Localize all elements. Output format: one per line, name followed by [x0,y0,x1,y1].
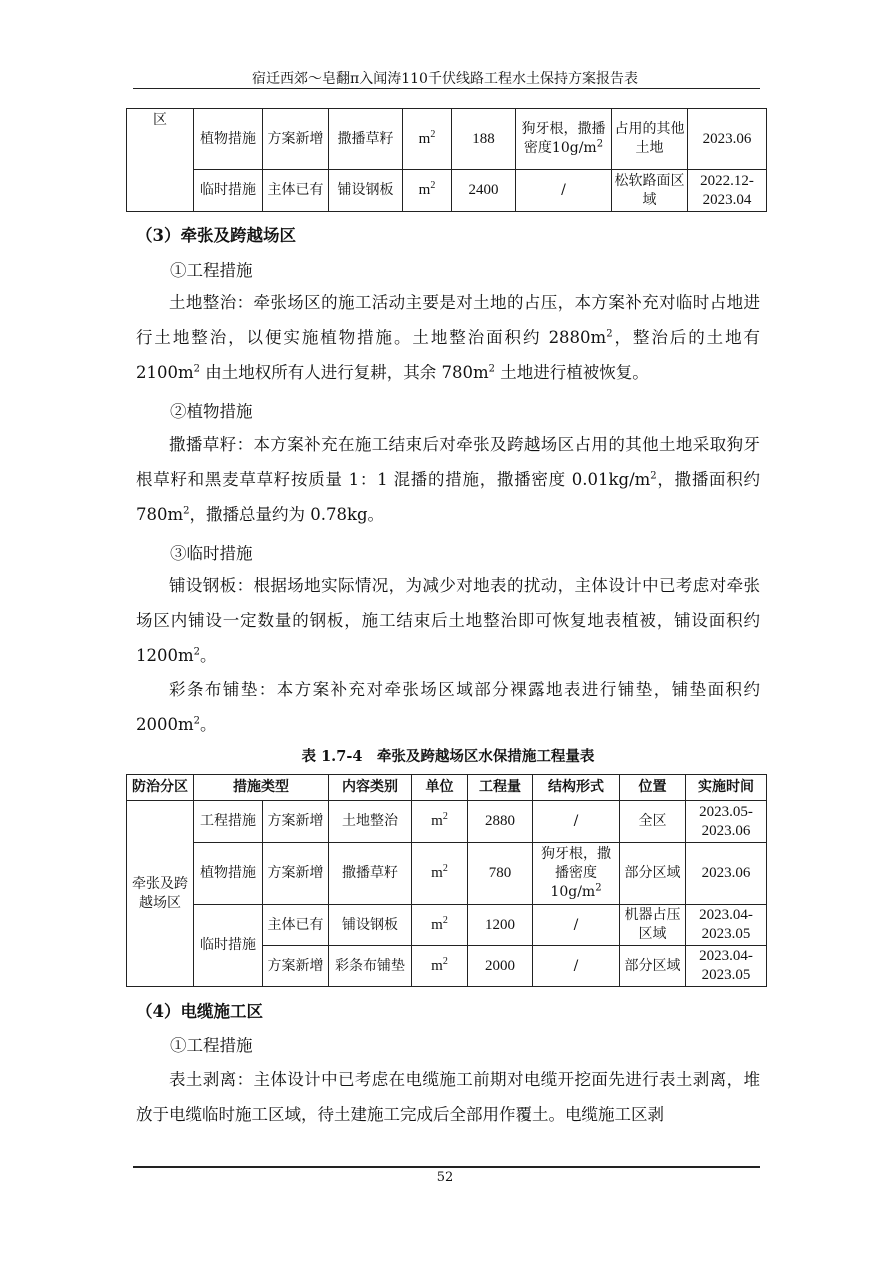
structure-cell: 狗牙根，撒播密度$10g/m^2$ [516,109,612,170]
source-cell: 方案新增 [263,946,329,987]
paragraph-steel-plates: 铺设钢板：根据场地实际情况，为减少对地表的扰动，主体设计中已考虑对牵张场区内铺设一定数量的钢板，施工结束后土地整治即可恢复地表植被，铺设面积约 $1200m^2$。 [136,576,760,665]
table-row [127,843,767,905]
content-cell: 铺设钢板 [329,905,412,946]
measures-table [126,774,767,987]
structure-cell: 狗牙根，撒播密度$10g/m^2$ [533,843,620,905]
table-row [127,170,767,212]
header-rule [133,88,760,89]
unit-cell: $m^2$ [412,801,468,843]
source-cell: 方案新增 [263,801,329,843]
structure-cell: / [533,946,620,987]
content-cell: 彩条布铺垫 [329,946,412,987]
footer-rule [133,1166,760,1168]
structure-cell: / [533,905,620,946]
paragraph-tarp: 彩条布铺垫：本方案补充对牵张场区域部分裸露地表进行铺垫，铺垫面积约 $2000m^2$。 [136,680,760,734]
content-cell: 撒播草籽 [329,109,403,170]
zone-cell: 牵张及跨越场区 [127,801,194,987]
source-cell: 主体已有 [263,170,329,212]
amount-cell: 780 [468,843,533,905]
header-unit: 单位 [412,775,468,801]
paragraph-land-treatment: 土地整治：牵张场区的施工活动主要是对土地的占压，本方案补充对临时占地进行土地整治，以便实施植物措施。土地整治面积约 $2880m^2$，整治后的土地有 $2100m^2$ 由土地权所有人进行复耕，其余 $780m^2$ 土地进行植被恢复。 [136,293,760,382]
table-caption: 表 1.7-4 牵张及跨越场区水保措施工程量表 [301,748,595,765]
time-cell: 2023.06 [688,109,767,170]
unit-cell: $m^2$ [412,946,468,987]
type-cell: 临时措施 [194,905,263,987]
header-zone: 防治分区 [127,775,194,801]
table-row [127,905,767,946]
header-location: 位置 [620,775,686,801]
header-time: 实施时间 [686,775,767,801]
location-cell: 部分区域 [620,946,686,987]
structure-cell: / [516,170,612,212]
source-cell: 主体已有 [263,905,329,946]
table-row [127,801,767,843]
type-cell: 植物措施 [194,843,263,905]
content-cell: 铺设钢板 [329,170,403,212]
paragraph-sowing: 撒播草籽：本方案补充在施工结束后对牵张及跨越场区占用的其他土地采取狗牙根草籽和黑麦草草籽按质量 1：1 混播的措施，撒播密度 $0.01kg/m^2$，撒播面积约 $780m^2$，撒播总量约为 0.78kg。 [136,435,761,524]
section-heading: （3）牵张及跨越场区 [136,226,296,245]
unit-cell: $m^2$ [403,109,452,170]
section-heading: （4）电缆施工区 [136,1002,263,1021]
location-cell: 全区 [620,801,686,843]
time-cell: 2023.06 [686,843,767,905]
type-cell: 植物措施 [194,109,263,170]
subsection-title: ③临时措施 [170,544,253,563]
amount-cell: 2000 [468,946,533,987]
structure-cell: / [533,801,620,843]
table-header-row [127,775,767,801]
header-type: 措施类型 [194,775,329,801]
time-cell: 2023.04-2023.05 [686,946,767,987]
amount-cell: 2880 [468,801,533,843]
type-cell: 工程措施 [194,801,263,843]
location-cell: 占用的其他土地 [612,109,688,170]
page-number: 52 [436,1170,454,1185]
content-cell: 土地整治 [329,801,412,843]
location-cell: 机器占压区域 [620,905,686,946]
content-cell: 撒播草籽 [329,843,412,905]
page-header-title: 宿迁西郊～皂翻π入闻涛110千伏线路工程水土保持方案报告表 [252,71,638,87]
subsection-title: ①工程措施 [170,1036,253,1055]
table-row [127,109,767,170]
amount-cell: 2400 [452,170,516,212]
unit-cell: $m^2$ [403,170,452,212]
type-cell: 临时措施 [194,170,263,212]
amount-cell: 188 [452,109,516,170]
time-cell: 2023.04-2023.05 [686,905,767,946]
zone-cell: 区 [127,109,194,212]
location-cell: 松软路面区域 [612,170,688,212]
unit-cell: $m^2$ [412,843,468,905]
header-content: 内容类别 [329,775,412,801]
time-cell: 2022.12-2023.04 [688,170,767,212]
time-cell: 2023.05-2023.06 [686,801,767,843]
paragraph-topsoil: 表土剥离：主体设计中已考虑在电缆施工前期对电缆开挖面先进行表土剥离，堆放于电缆临时施工区域，待土建施工完成后全部用作覆土。电缆施工区剥 [136,1070,760,1124]
location-cell: 部分区域 [620,843,686,905]
source-cell: 方案新增 [263,843,329,905]
amount-cell: 1200 [468,905,533,946]
unit-cell: $m^2$ [412,905,468,946]
subsection-title: ①工程措施 [170,261,253,280]
continued-table [126,108,767,212]
source-cell: 方案新增 [263,109,329,170]
header-amount: 工程量 [468,775,533,801]
subsection-title: ②植物措施 [170,402,253,421]
header-structure: 结构形式 [533,775,620,801]
